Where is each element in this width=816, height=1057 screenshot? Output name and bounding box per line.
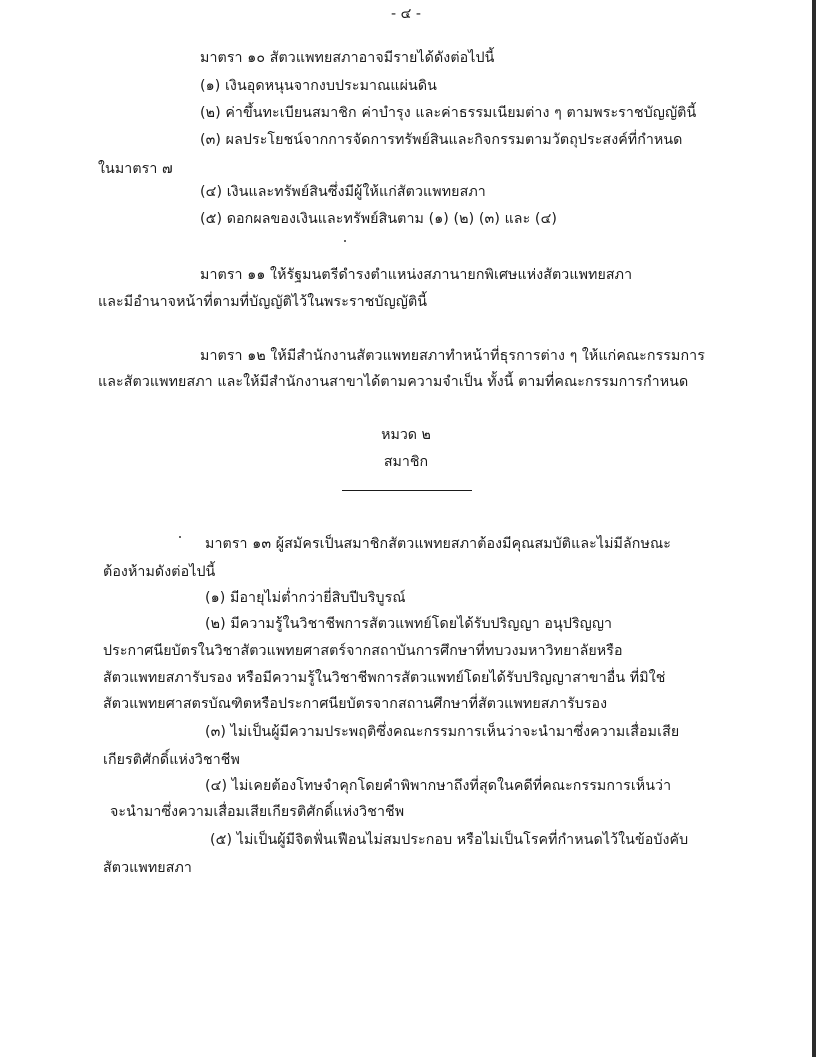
section-13-item-5-line-1: (๕) ไม่เป็นผู้มีจิตฟั่นเฟือนไม่สมประกอบ หรือไม่เป็นโรคที่กำหนดไว้ในข้อบังคับ xyxy=(210,832,689,848)
section-13-item-4-line-1: (๔) ไม่เคยต้องโทษจำคุกโดยคำพิพากษาถึงที่สุดในคดีที่คณะกรรมการเห็นว่า xyxy=(205,778,672,794)
chapter-number: หมวด ๒ xyxy=(381,427,431,443)
section-10-item-3-continued: ในมาตรา ๗ xyxy=(98,161,173,177)
section-10-item-1: (๑) เงินอุดหนุนจากงบประมาณแผ่นดิน xyxy=(200,78,437,94)
section-13-item-3-line-1: (๓) ไม่เป็นผู้มีความประพฤติซึ่งคณะกรรมการเห็นว่าจะนำมาซึ่งความเสื่อมเสีย xyxy=(205,724,680,740)
section-13-line-1: มาตรา ๑๓ ผู้สมัครเป็นสมาชิกสัตวแพทยสภาต้องมีคุณสมบัติและไม่มีลักษณะ xyxy=(205,536,671,552)
section-13-item-1: (๑) มีอายุไม่ต่ำกว่ายี่สิบปีบริบูรณ์ xyxy=(205,590,406,606)
section-12-line-2: และสัตวแพทยสภา และให้มีสำนักงานสาขาได้ตามความจำเป็น ทั้งนี้ ตามที่คณะกรรมการกำหนด xyxy=(98,374,689,390)
chapter-title: สมาชิก xyxy=(383,454,429,470)
section-10-heading: มาตรา ๑๐ สัตวแพทยสภาอาจมีรายได้ดังต่อไปนี้ xyxy=(200,50,495,66)
section-13-item-2-line-1: (๒) มีความรู้ในวิชาชีพการสัตวแพทย์โดยได้รับปริญญา อนุปริญญา xyxy=(205,616,613,632)
scan-edge-shadow xyxy=(812,0,816,1057)
scan-speck xyxy=(344,240,346,242)
scan-speck xyxy=(179,536,181,538)
chapter-divider xyxy=(342,490,472,491)
section-13-line-2: ต้องห้ามดังต่อไปนี้ xyxy=(103,564,216,580)
section-10-item-3: (๓) ผลประโยชน์จากการจัดการทรัพย์สินและกิจกรรมตามวัตถุประสงค์ที่กำหนด xyxy=(200,132,683,148)
section-13-item-2-line-3: สัตวแพทยสภารับรอง หรือมีความรู้ในวิชาชีพการสัตวแพทย์โดยได้รับปริญญาสาขาอื่น ที่มิใช่ xyxy=(103,670,666,686)
section-11-line-2: และมีอำนาจหน้าที่ตามที่บัญญัติไว้ในพระราชบัญญัตินี้ xyxy=(98,294,428,310)
section-12-line-1: มาตรา ๑๒ ให้มีสำนักงานสัตวแพทยสภาทำหน้าที่ธุรการต่าง ๆ ให้แก่คณะกรรมการ xyxy=(200,348,705,364)
section-13-item-2-line-4: สัตวแพทยศาสตรบัณฑิตหรือประกาศนียบัตรจากสถานศึกษาที่สัตวแพทยสภารับรอง xyxy=(103,696,608,712)
section-13-item-2-line-2: ประกาศนียบัตรในวิชาสัตวแพทยศาสตร์จากสถาบันการศึกษาที่ทบวงมหาวิทยาลัยหรือ xyxy=(103,643,623,659)
section-10-item-5: (๕) ดอกผลของเงินและทรัพย์สินตาม (๑) (๒) (๓) และ (๔) xyxy=(200,211,558,227)
section-13-item-3-line-2: เกียรติศักดิ์แห่งวิชาชีพ xyxy=(103,752,240,768)
section-10-item-2: (๒) ค่าขึ้นทะเบียนสมาชิก ค่าบำรุง และค่าธรรมเนียมต่าง ๆ ตามพระราชบัญญัตินี้ xyxy=(200,105,697,121)
section-13-item-4-line-2: จะนำมาซึ่งความเสื่อมเสียเกียรติศักดิ์แห่งวิชาชีพ xyxy=(110,804,405,820)
section-10-item-4: (๔) เงินและทรัพย์สินซึ่งมีผู้ให้แก่สัตวแพทยสภา xyxy=(200,184,486,200)
section-13-item-5-line-2: สัตวแพทยสภา xyxy=(103,860,192,876)
section-11-line-1: มาตรา ๑๑ ให้รัฐมนตรีดำรงตำแหน่งสภานายกพิเศษแห่งสัตวแพทยสภา xyxy=(200,267,633,283)
page-number: - ๔ - xyxy=(391,6,421,22)
